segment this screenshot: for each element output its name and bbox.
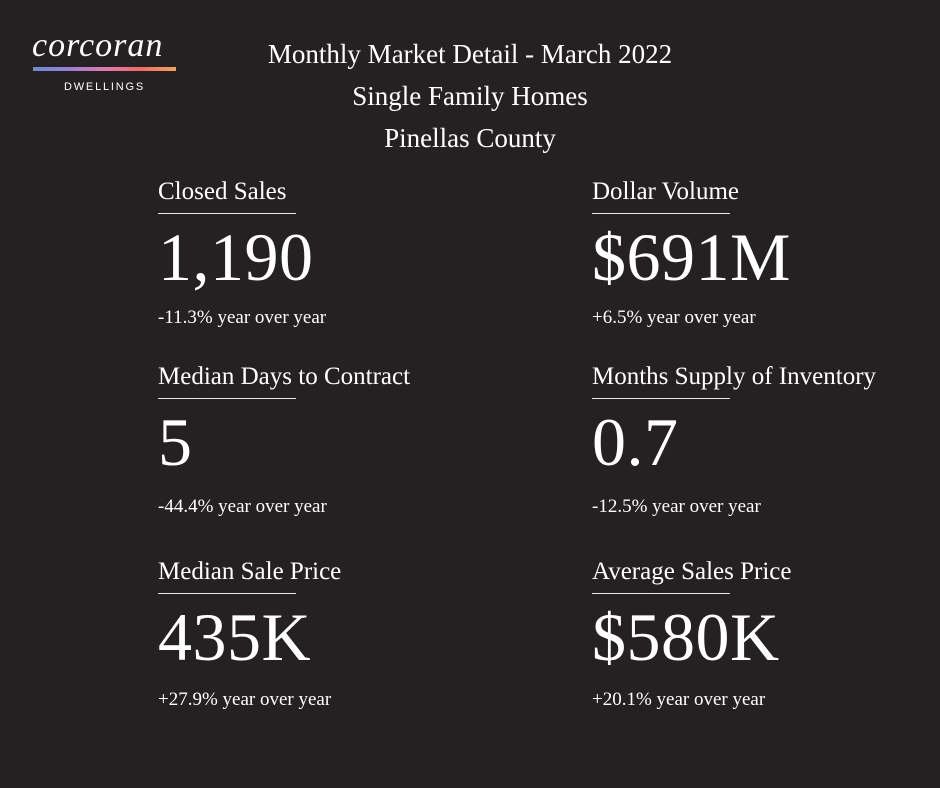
metric-median-days-to-contract: [158, 362, 488, 519]
metric-label: Median Sale Price: [158, 558, 342, 585]
metric-change: -12.5% year over year: [592, 496, 761, 517]
metric-divider: [158, 213, 296, 214]
metric-label: Dollar Volume: [592, 178, 739, 205]
metric-change: -44.4% year over year: [158, 496, 327, 517]
metric-divider: [158, 593, 296, 594]
metric-dollar-volume: [592, 177, 922, 330]
brand-wordmark: corcoran: [32, 27, 164, 64]
metric-label: Median Days to Contract: [158, 363, 411, 390]
metric-divider: [592, 398, 730, 399]
report-title: Monthly Market Detail - March 2022: [267, 39, 673, 69]
metric-value: 1,190: [158, 219, 314, 295]
brand-color-bar: [33, 67, 176, 71]
metric-median-sale-price: [158, 557, 488, 712]
metric-label: Closed Sales: [158, 178, 287, 205]
brand-subtitle: DWELLINGS: [64, 81, 145, 93]
county-name: Pinellas County: [384, 123, 556, 153]
metric-label: Months Supply of Inventory: [592, 363, 877, 390]
metric-divider: [158, 398, 296, 399]
metric-change: +27.9% year over year: [158, 689, 332, 710]
report-header: [170, 33, 770, 159]
metric-value: 0.7: [592, 404, 679, 480]
brand-logo: [33, 28, 178, 93]
metric-value: $580K: [592, 599, 780, 675]
metric-change: -11.3% year over year: [158, 307, 327, 328]
metric-average-sales-price: [592, 557, 922, 712]
metric-change: +20.1% year over year: [592, 689, 766, 710]
metric-value: 5: [158, 404, 193, 480]
metric-label: Average Sales Price: [592, 558, 792, 585]
metric-months-supply: [592, 362, 922, 519]
metric-value: $691M: [592, 219, 791, 295]
metric-closed-sales: [158, 177, 488, 330]
metric-divider: [592, 593, 730, 594]
metric-divider: [592, 213, 730, 214]
property-type: Single Family Homes: [352, 81, 588, 111]
metric-change: +6.5% year over year: [592, 307, 756, 328]
metric-value: 435K: [158, 599, 312, 675]
